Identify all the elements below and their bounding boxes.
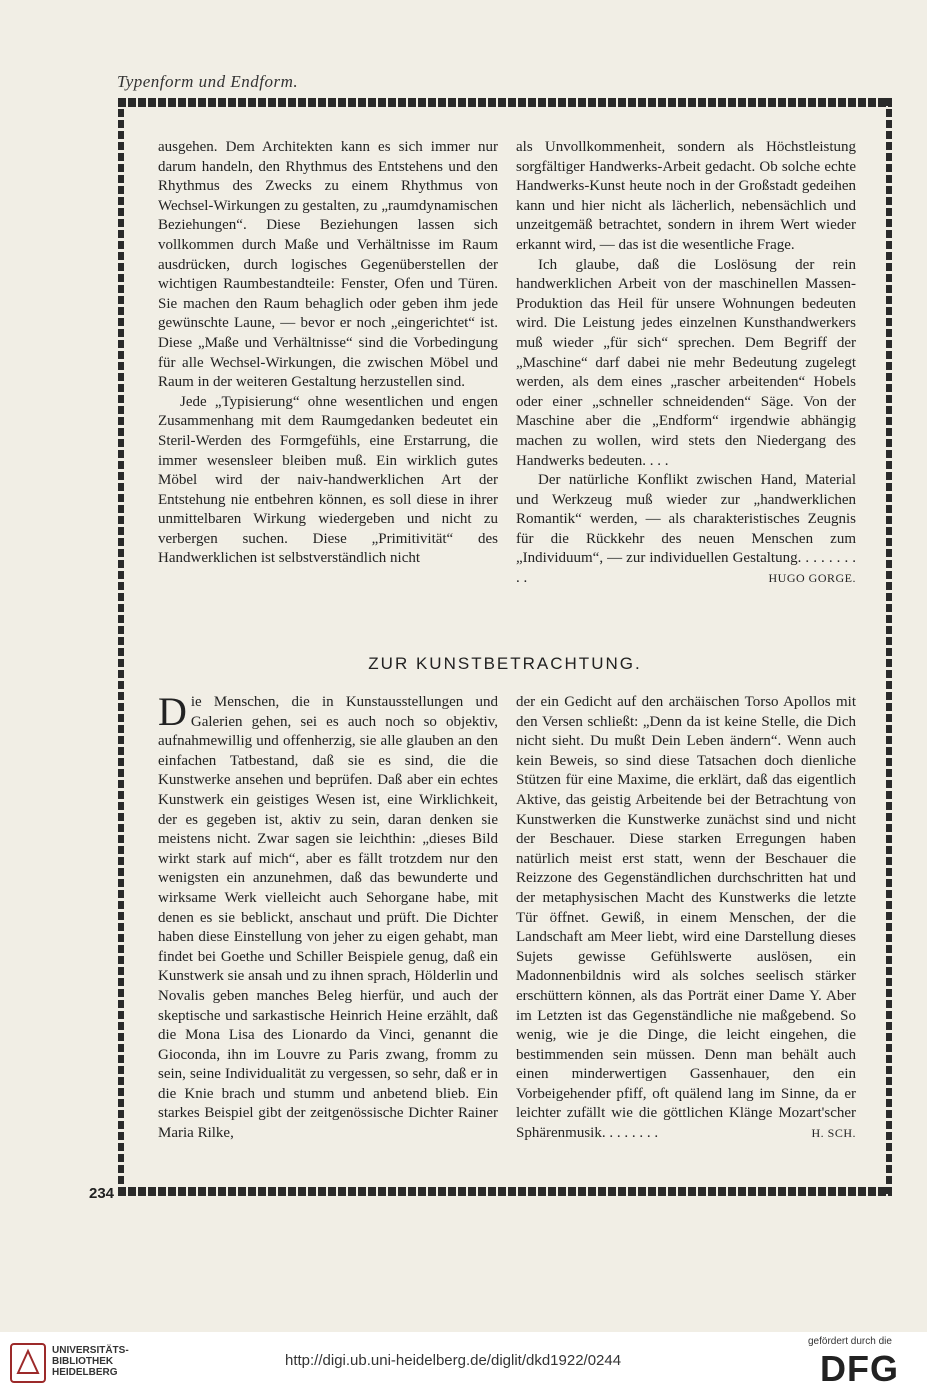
page-number: 234 [89, 1185, 115, 1202]
paragraph: ausgehen. Dem Architekten kann es sich immer nur darum handeln, den Rhythmus des Entstehens und den Rhythmus des Zwecks zu einem Rhythmus von Wechsel-Wirkungen zu gestalten, zu „raumdynamischen Beziehungen“. Diese Beziehungen lassen sich vollkommen durch Maße und Verhältnisse im Raum ausdrücken, durch logisches Gegenüberstellen der wichtigen Raumbestandteile: Fenster, Ofen und Türen. Sie machen den Raum behaglich oder geben ihm jede gewünschte Laune, — bevor er noch „eingerichtet“ ist. Diese „Maße und Verhältnisse“ sind die Vorbedingung für alle Wechsel-Wirkungen, die zwischen Möbel und Raum in der weiteren Gestaltung herzustellen sind. [158, 139, 498, 391]
ornamental-border-right [886, 98, 892, 1194]
paragraph-text: Der natürliche Konflikt zwischen Hand, Material und Werkzeug muß wieder zur „handwerklichen Romantik“ werden, — als charakteristisches Zeugnis für die Rückkehr des neuen Menschen zum „Individuum“, — zur individuellen Gestaltung. . . . . . . . . . [516, 472, 856, 587]
paragraph: Ich glaube, daß die Loslösung der rein handwerklichen Arbeit von der maschinellen Massen-Produktion das Heil für unsere Wohnungen bedeuten wird. Die Leistung jedes einzelnen Kunsthandwerkers muß wieder „für sich“ sprechen. Dem Begriff der „Maschine“ darf dabei nie mehr Bedeutung zugelegt werden, als dem eines „rascher arbeitenden“ Hobels oder einer „schneller schneidenden“ Säge. Von der Maschine aber die „Endform“ irgendwie abhängig machen zu wollen, wird stets den Niedergang des Handwerks bedeuten. . . . [516, 256, 856, 469]
paragraph [158, 689, 498, 1144]
ornamental-border-top [118, 98, 892, 107]
paragraph-text: ie Menschen, die in Kunstausstellungen und Galerien gehen, sei es auch noch so objektiv, aufnahmewillig und offenherzig, sie alle glauben an den einfachen Tatbestand, daß sie es sind, die die Kunstwerke ansehen und beprüfen. Daß aber ein echtes Kunstwerk ein geistiges Wesen ist, eine Wirklichkeit, der es gegeben ist, aktiv zu sein, daran denken sie meistens nicht. Zwar sagen sie leichthin: „dieses Bild wirkt stark auf mich“, aber es fällt trotzdem nur den wenigsten ein anzunehmen, daß das bewunderte und wirksame Werk vielleicht auch Sehorgane habe, mit denen es sie beblickt, anschaut und prüft. Die Dichter haben diese Einstellung von jeher zu eigen gehabt, man findet bei Goethe und Schiller Beispiele genug, daß ein Kunstwerk sie ansah und zu ihnen sprach, Hölderlin und Novalis geben manches Beleg hierfür, und auch der skeptische und sarkastische Heinrich Heine erzählt, daß die Mona Lisa des Lionardo da Vinci, genannt die Gioconda, ihn im Louvre zu Paris zwang, fromm zu sein, seine Individualität zu vergessen, so sehr, daß er in die Knie brach und stumm und anbetend blieb. Ein starkes Beispiel gibt der zeitgenössische Dichter Rainer Maria Rilke, [158, 694, 498, 1142]
funding-note: gefördert durch die [808, 1336, 892, 1347]
paragraph [516, 693, 856, 1144]
paragraph: Jede „Typisierung“ ohne wesentlichen und engen Zusammenhang mit dem Raumgedanken bedeutet ein Steril-Werden des Formgefühls, eine Erstarrung, die immer wesensleer bleiben muß. Ein wirklich gutes Möbel wird der naiv-handwerklichen Art der Entstehung nie entbehren können, es soll diese in ihrer unmittelbaren Wirkung wiedergeben und nicht zu verbergen suchen. Diese „Primitivität“ des Handwerklichen ist selbstverständlich nicht [158, 393, 498, 567]
ornamental-border-left [118, 98, 124, 1194]
paragraph-text: der ein Gedicht auf den archäischen Torso Apollos mit den Versen schließt: „Denn da ist keine Stelle, die Dich nicht sieht. Du mußt Dein Leben ändern“. Wenn auch kein Beweis, so sind diese Tatsachen doch dienliche Stützen für eine Maxime, die erklärt, daß das eigentlich Aktive, das geistig Arbeitende bei der Betrachtung von Kunstwerken die Kunstwerke zunächst sind und nicht der Beschauer. Diese starken Erregungen haben natürlich meist erst statt, wenn der Beschauer die Reizzone des Gegenständlichen durchschritten hat und der metaphysischen Macht des Kunstwerks die letzte Tür öffnet. Gewiß, in einem Menschen, der die Landschaft am Meer liebt, wird eine Darstellung dieses Sujets gewisse Gefühlswerte auslösen, ein Madonnenbildnis wird als solches seelisch stärker erschüttern können, als das Porträt einer Dame Y. Aber im Letzten ist das Gegenständliche nie maßgebend. So wenig, wie je die Dinge, die leicht eingehen, die bestimmenden sein müssen. Denn man behält auch einen minderwertigen Gassenhauer, den ein Vorbeigehender pfiff, oft quälend lang im Sinne, da er leichter zufällt wie die göttlichen Klänge Mozart'scher Sphärenmusik. . . . . . . . [516, 694, 856, 1142]
library-seal-icon [10, 1343, 46, 1383]
article-column-top-left [158, 138, 498, 569]
paragraph: als Unvollkommenheit, sondern als Höchstleistung sorgfältiger Handwerks-Arbeit gedacht. Ob solche echte Handwerks-Kunst heute noch in der Großstadt gedeihen kann und hier nicht als lächerlich, nebensächlich und unzeitgemäß betrachtet, sondern in ihrem Wert wieder erkannt wird, — das ist die wesentliche Frage. [516, 139, 856, 253]
article-column-top-right [516, 138, 856, 589]
ornamental-border-bottom [118, 1187, 892, 1196]
dfg-logo: DFG [820, 1348, 899, 1389]
running-head: Typenform und Endform. [117, 72, 299, 91]
article-column-bottom-left [158, 689, 498, 1144]
permalink-url[interactable]: http://digi.ub.uni-heidelberg.de/diglit/dkd1922/0244 [285, 1352, 622, 1369]
paragraph [516, 471, 856, 589]
author-signature: HUGO GORGE. [768, 571, 856, 586]
section-title: ZUR KUNSTBETRACHTUNG. [368, 654, 642, 673]
drop-cap: D [158, 689, 187, 734]
author-signature: H. SCH. [811, 1126, 856, 1141]
article-column-bottom-right [516, 693, 856, 1144]
library-name: UNIVERSITÄTS- BIBLIOTHEK HEIDELBERG [52, 1345, 129, 1378]
